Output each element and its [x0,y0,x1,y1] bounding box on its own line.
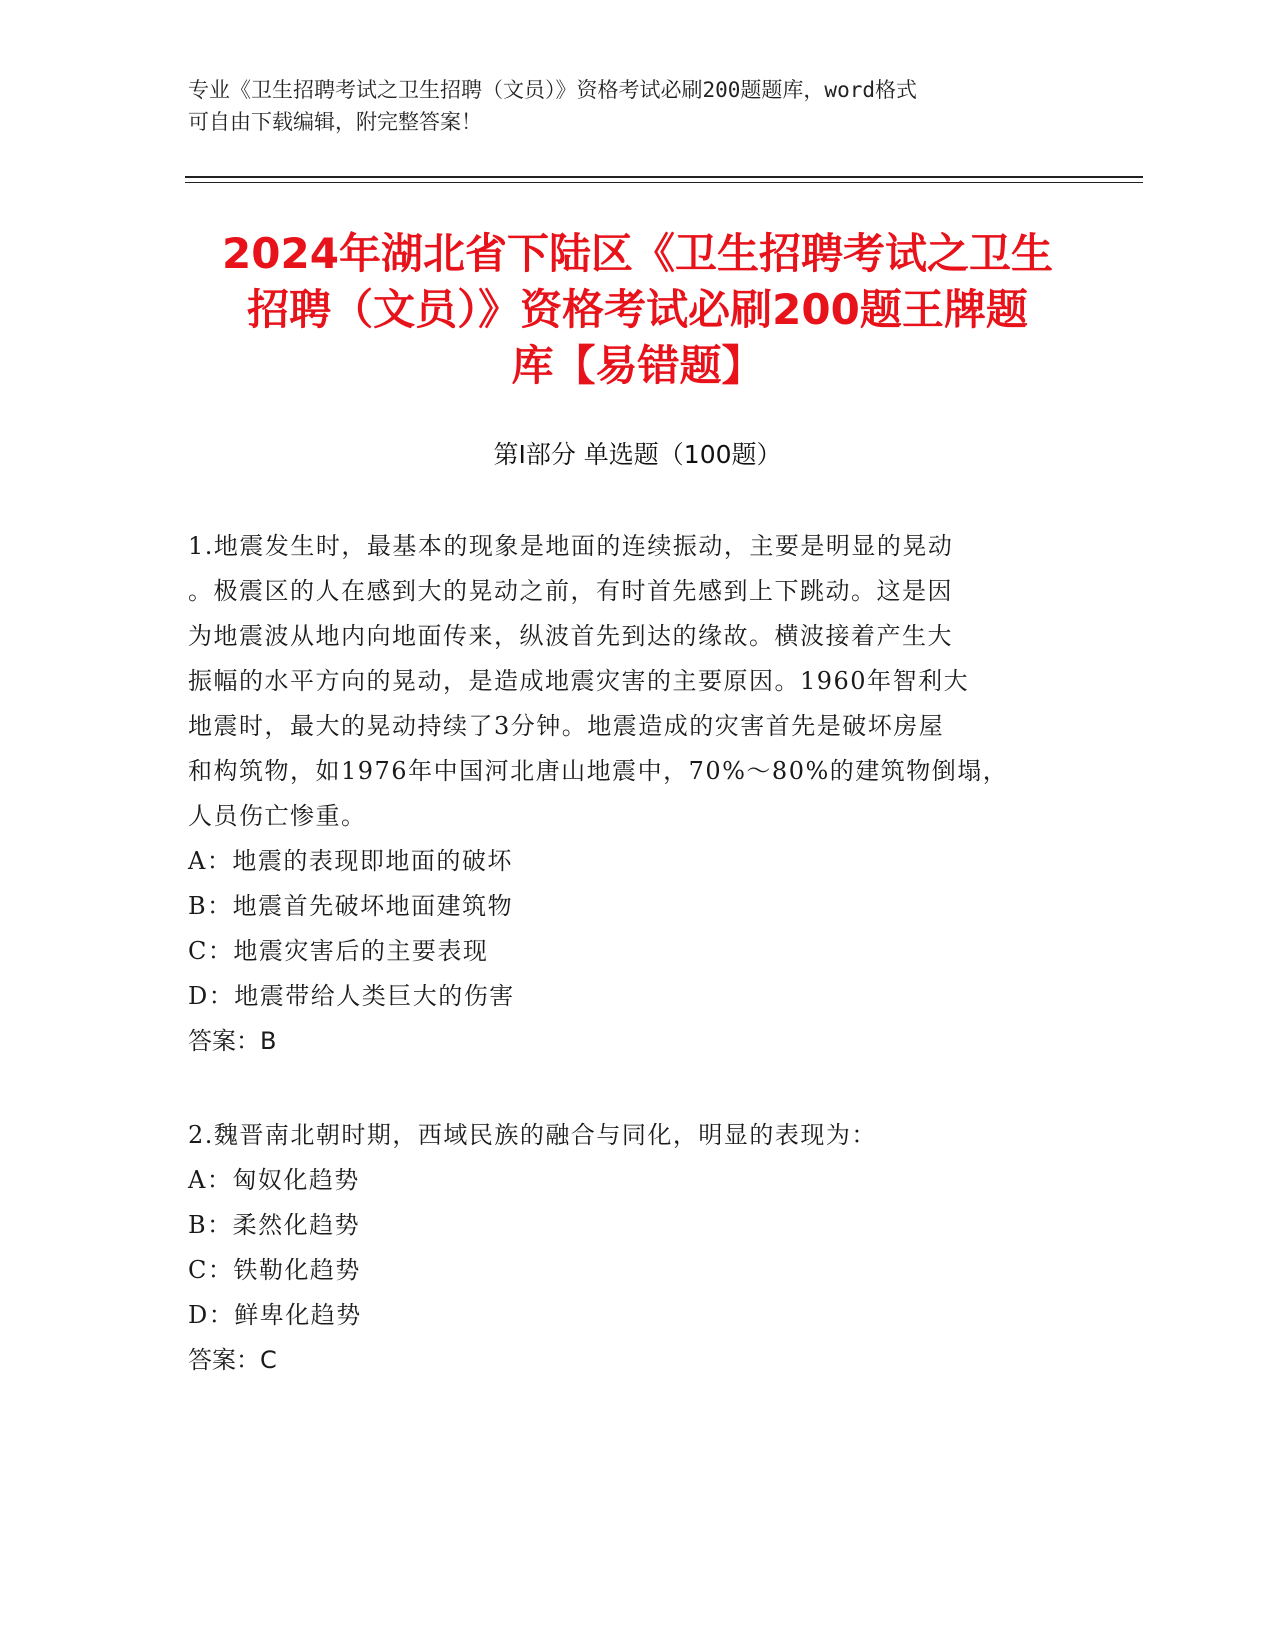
question-stem-line: 1.地震发生时，最基本的现象是地面的连续振动，主要是明显的晃动 [188,532,954,560]
answer-option-d: D：地震带给人类巨大的伤害 [188,982,515,1010]
question-stem-line: 为地震波从地内向地面传来，纵波首先到达的缘故。横波接着产生大 [188,622,953,650]
answer-option-a: A：地震的表现即地面的破坏 [188,847,513,875]
answer-key: 答案：B [188,1027,277,1055]
section-heading: 第Ⅰ部分 单选题（100题） [493,440,782,469]
answer-option-d: D：鲜卑化趋势 [188,1301,362,1329]
question-block [188,1113,1088,1383]
answer-option-b: B：地震首先破坏地面建筑物 [188,892,514,920]
answer-option-b: B：柔然化趋势 [188,1211,361,1239]
title-line: 库【易错题】 [511,341,764,390]
question-block [188,524,1088,1064]
question-stem-line: 人员伤亡惨重。 [188,802,367,830]
answer-option-a: A：匈奴化趋势 [188,1166,360,1194]
document-title [150,226,1125,394]
title-line: 招聘（文员）》资格考试必刷200题王牌题 [247,285,1028,334]
question-stem-line: 地震时，最大的晃动持续了3分钟。地震造成的灾害首先是破坏房屋 [188,712,945,740]
question-stem-line: 2.魏晋南北朝时期，西域民族的融合与同化，明显的表现为： [188,1121,877,1149]
header-divider-thin [185,182,1143,183]
answer-key: 答案：C [188,1346,277,1374]
header-note-line: 可自由下载编辑，附完整答案！ [188,110,482,134]
question-stem-line: 振幅的水平方向的晃动，是造成地震灾害的主要原因。1960年智利大 [188,667,970,695]
answer-option-c: C：地震灾害后的主要表现 [188,937,489,965]
question-stem-line: 和构筑物，如1976年中国河北唐山地震中，70%～80%的建筑物倒塌， [188,757,1009,785]
answer-option-c: C：铁勒化趋势 [188,1256,361,1284]
question-stem-line: 。极震区的人在感到大的晃动之前，有时首先感到上下跳动。这是因 [188,577,953,605]
header-note [188,74,1088,138]
title-line: 2024年湖北省下陆区《卫生招聘考试之卫生 [222,229,1053,278]
header-divider [185,176,1143,178]
header-note-line: 专业《卫生招聘考试之卫生招聘（文员）》资格考试必刷200题题库，word格式 [188,78,917,102]
